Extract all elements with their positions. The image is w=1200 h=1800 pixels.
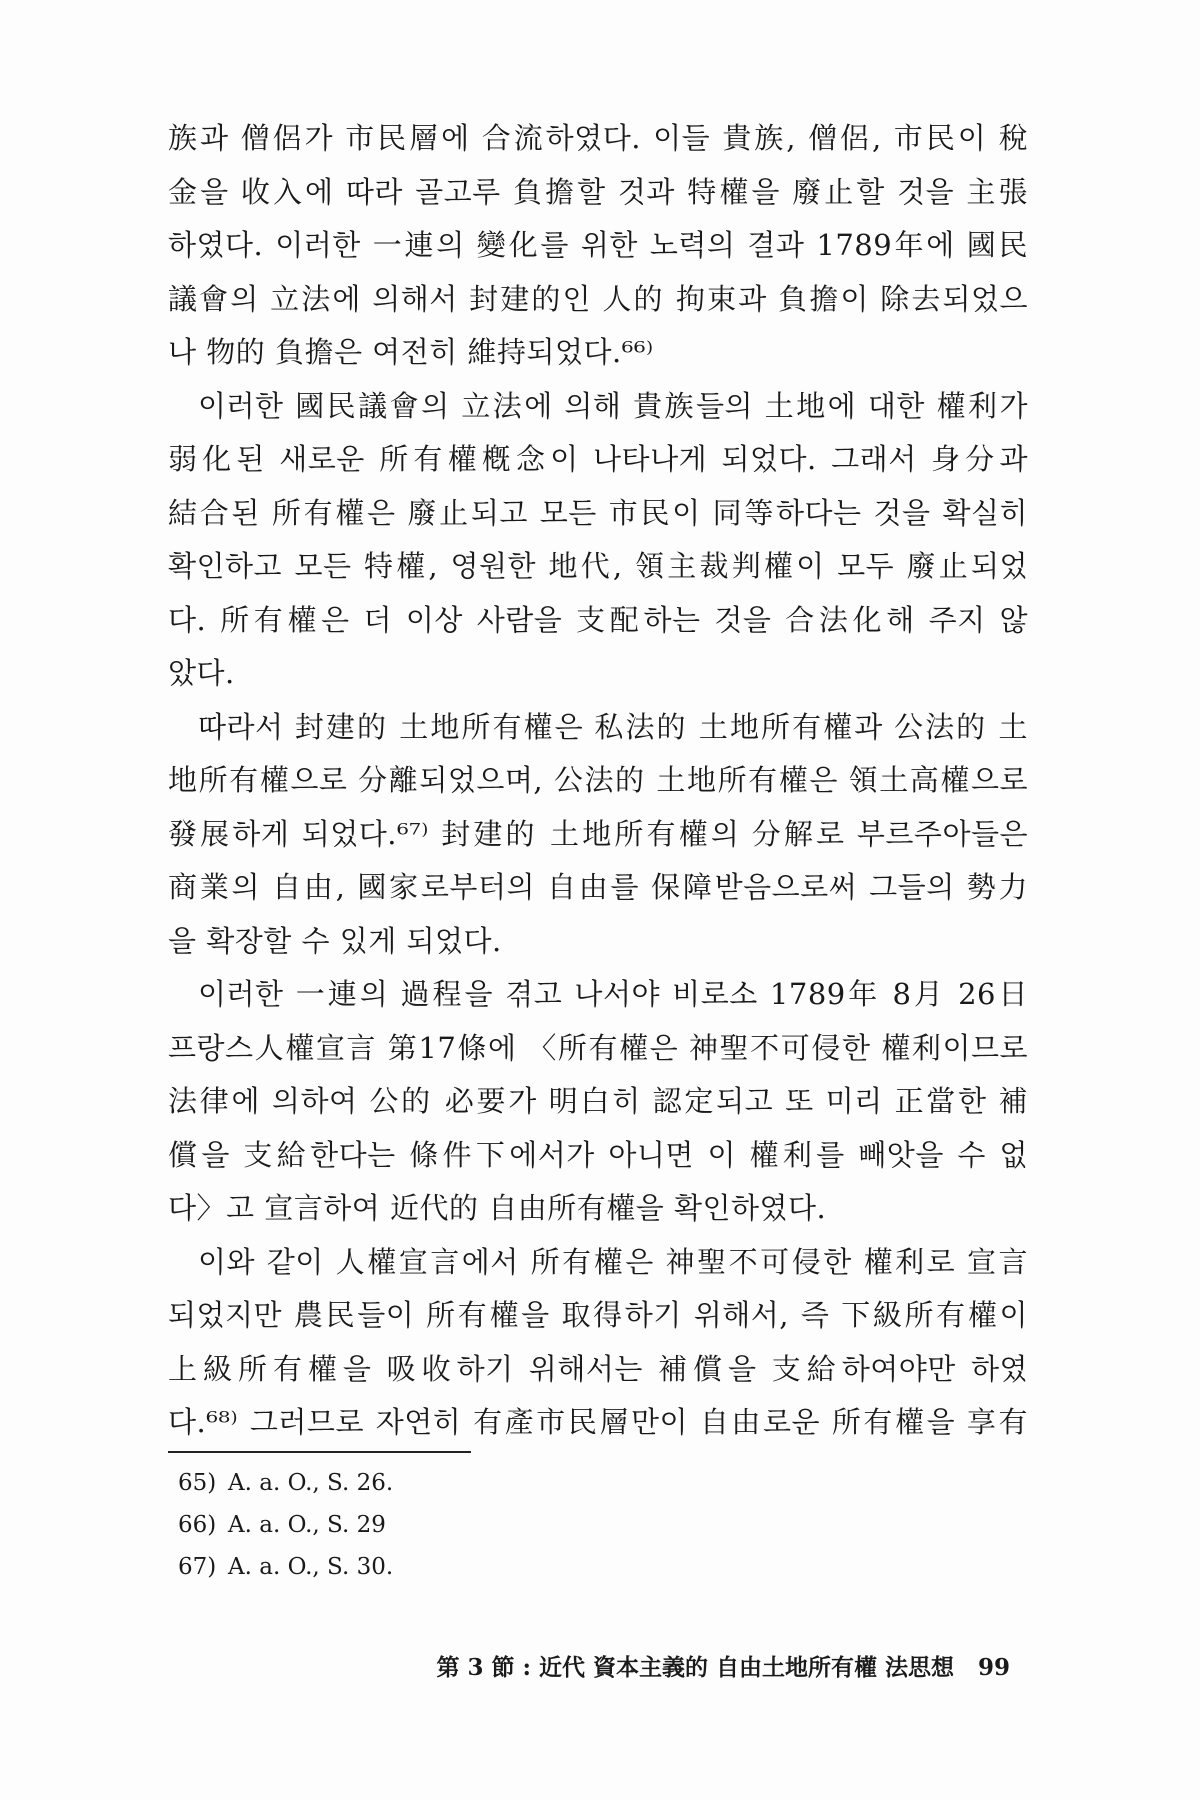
body-text xyxy=(168,112,1028,1450)
text-line: 다. 所有權은 더 이상 사람을 支配하는 것을 合法化해 주지 않 xyxy=(168,602,1028,637)
footnote-item xyxy=(178,1504,778,1546)
text-line: 上級所有權을 吸收하기 위해서는 補償을 支給하여야만 하였 xyxy=(168,1351,1028,1386)
text-line: 族과 僧侶가 市民層에 合流하였다. 이들 貴族, 僧侶, 市民이 稅 xyxy=(168,121,1028,155)
footnote-item xyxy=(178,1546,778,1588)
footnote-text: A. a. O., S. 29 xyxy=(228,1512,386,1538)
text-line: 프랑스人權宣言 第17條에 〈所有權은 神聖不可侵한 權利이므로 xyxy=(168,1030,1028,1065)
text-line: 法律에 의하여 公的 必要가 明白히 認定되고 또 미리 正當한 補 xyxy=(168,1084,1028,1118)
text-line: 확인하고 모든 特權, 영원한 地代, 領主裁判權이 모두 廢止되었 xyxy=(168,549,1028,583)
text-line: 金을 收入에 따라 골고루 負擔할 것과 特權을 廢止할 것을 主張 xyxy=(168,174,1028,209)
paragraph-first-line: 이러한 一連의 過程을 겪고 나서야 비로소 1789年 8月 26日 xyxy=(198,977,1028,1011)
text-line: 地所有權으로 分離되었으며, 公法的 土地所有權은 領土高權으로 xyxy=(168,763,1028,797)
footnotes xyxy=(178,1462,778,1588)
text-line: 을 확장할 수 있게 되었다. xyxy=(168,923,502,958)
footnote-divider xyxy=(168,1451,471,1453)
text-line: 하였다. 이러한 一連의 變化를 위한 노력의 결과 1789年에 國民 xyxy=(168,228,1028,262)
text-line: 되었지만 農民들이 所有權을 取得하기 위해서, 즉 下級所有權이 xyxy=(168,1298,1028,1332)
paragraph-first-line: 이와 같이 人權宣言에서 所有權은 神聖不可侵한 權利로 宣言 xyxy=(198,1244,1028,1279)
text-line: 償을 支給한다는 條件下에서가 아니면 이 權利를 빼앗을 수 없 xyxy=(168,1137,1028,1172)
running-footer xyxy=(436,1649,1010,1682)
text-line: 弱化된 새로운 所有權槪念이 나타나게 되었다. 그래서 身分과 xyxy=(168,442,1028,476)
text-line: 다.⁶⁸⁾ 그러므로 자연히 有產市民層만이 自由로운 所有權을 享有 xyxy=(168,1405,1028,1439)
footnote-number: 66) xyxy=(178,1512,217,1538)
running-head: 第 3 節 : 近代 資本主義的 自由土地所有權 法思想 xyxy=(436,1654,954,1681)
footnote-text: A. a. O., S. 26. xyxy=(228,1470,394,1496)
text-line: 나 物的 負擔은 여전히 維持되었다.⁶⁶⁾ xyxy=(168,335,654,369)
page-number: 99 xyxy=(977,1654,1010,1681)
text-line: 商業의 自由, 國家로부터의 自由를 保障받음으로써 그들의 勢力 xyxy=(168,870,1028,904)
text-line: 結合된 所有權은 廢止되고 모든 市民이 同等하다는 것을 확실히 xyxy=(168,495,1028,530)
footnote-number: 65) xyxy=(178,1470,217,1496)
text-line: 議會의 立法에 의해서 封建的인 人的 拘束과 負擔이 除去되었으 xyxy=(168,281,1028,316)
paragraph-first-line: 따라서 封建的 土地所有權은 私法的 土地所有權과 公法的 土 xyxy=(198,709,1028,744)
text-line: 았다. xyxy=(168,656,235,690)
text-line: 發展하게 되었다.⁶⁷⁾ 封建的 土地所有權의 分解로 부르주아들은 xyxy=(168,816,1028,851)
paragraph-first-line: 이러한 國民議會의 立法에 의해 貴族들의 土地에 대한 權利가 xyxy=(198,388,1028,423)
footnote-number: 67) xyxy=(178,1554,217,1580)
footnote-text: A. a. O., S. 30. xyxy=(228,1554,394,1580)
text-line: 다〉고 宣言하여 近代的 自由所有權을 확인하였다. xyxy=(168,1191,827,1225)
footnote-item xyxy=(178,1462,778,1504)
